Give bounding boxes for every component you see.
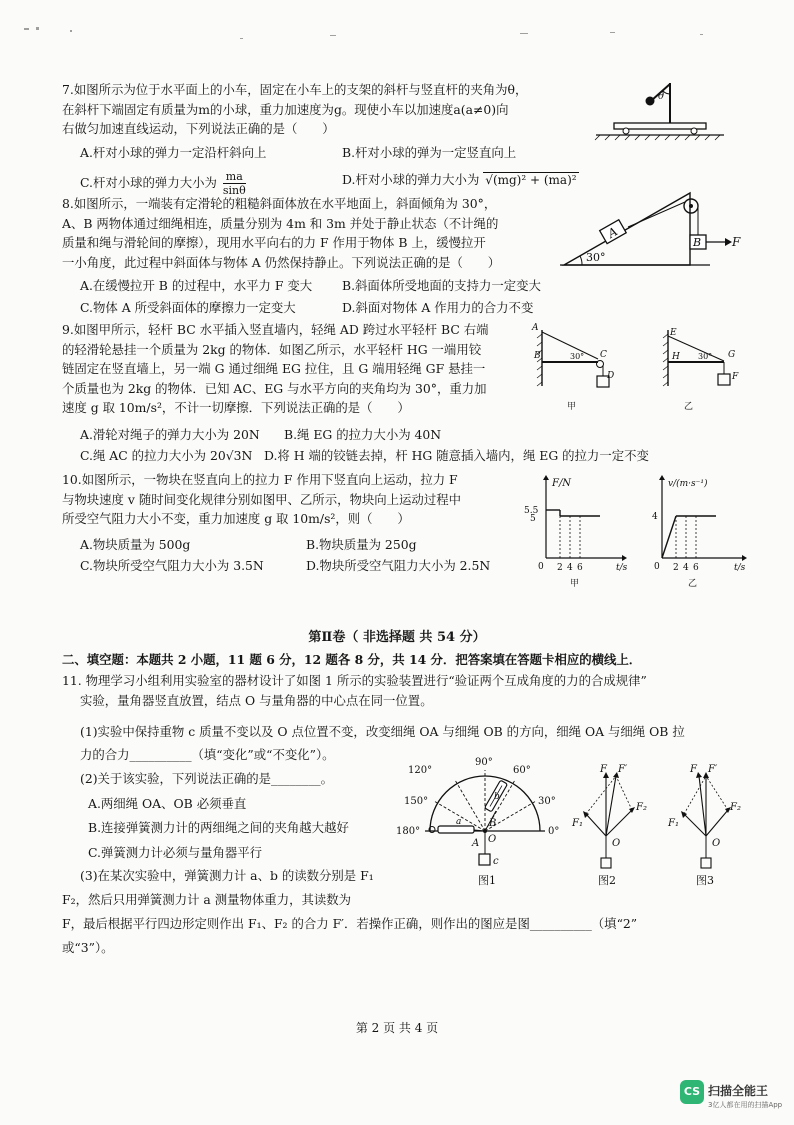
q7-option-d-text: D.杆对小球的弹力大小为 [342, 172, 480, 187]
q10-yi-ylabel: v/(m·s⁻¹) [668, 479, 708, 489]
fig3-f: F [690, 764, 697, 775]
q10-jia-xlabel: t/s [616, 563, 628, 573]
q9-jia-a: A [532, 323, 539, 333]
q7-fraction-denominator: sinθ [222, 184, 246, 197]
q11-figure-1-protractor [396, 756, 570, 891]
q10-yi-xlabel: t/s [734, 563, 746, 573]
fig1-angle-150: 150° [404, 796, 429, 807]
q10-yi-x2: 2 [673, 563, 679, 573]
q11-figure-2 [574, 766, 654, 891]
fig1-angle-0: 0° [548, 826, 560, 837]
q11-part3-line4: 或“3”）。 [62, 940, 114, 955]
scanner-app-name: 扫描全能王 [708, 1084, 769, 1098]
scanner-slogan: 3亿人都在用的扫描App [708, 1101, 783, 1109]
q11-intro-2: 实验，量角器竖直放置，结点 O 与量角器的中心点在同一位置。 [80, 692, 433, 708]
q8-block-b-label: B [693, 236, 702, 249]
q7-option-c [80, 170, 246, 197]
q11-part2-option-a: A.两细绳 OA、OB 必须垂直 [88, 796, 247, 811]
fig3-o: O [712, 838, 721, 849]
q7-option-a: A.杆对小球的弹力一定沿杆斜向上 [80, 145, 267, 160]
fig1-label-A: A [472, 838, 480, 849]
q11-part3-line3: F，最后根据平行四边形定则作出 F₁、F₂ 的合力 F′．若操作正确，则作出的图应是图__________（填“2” [62, 916, 638, 931]
q7-option-d [342, 170, 579, 188]
fig2-f2: F₂ [636, 802, 647, 813]
q9-option-c: C.绳 AC 的拉力大小为 20√3N [80, 448, 253, 463]
scanner-logo-icon: CS [680, 1080, 704, 1104]
fig1-angle-120: 120° [408, 765, 433, 776]
q10-jia-x6: 6 [577, 563, 583, 573]
q11-intro-1: 11. 物理学习小组利用实验室的器材设计了如图 1 所示的实验装置进行“验证两个互成角度的力的合成规律” [62, 673, 647, 688]
q9-jia-d: D [607, 371, 615, 381]
question-9 [62, 320, 730, 418]
fig1-label-a: a [456, 817, 462, 827]
q9-yi-e: E [670, 328, 677, 338]
fig1-angle-30: 30° [538, 796, 556, 807]
fig1-label-O: O [488, 834, 497, 845]
q9-line-5: 速度 g 取 10m/s²，不计一切摩擦．下列说法正确的是（ ） [62, 400, 410, 415]
fig2-caption: 图2 [598, 874, 616, 887]
q8-option-a: A.在缓慢拉开 B 的过程中，水平力 F 变大 [80, 278, 313, 293]
scanner-watermark [680, 1074, 790, 1114]
q9-yi-g: G [728, 350, 736, 360]
q10-jia-x2: 2 [557, 563, 563, 573]
q9-yi-f: F [732, 372, 739, 382]
q10-line-1: 10.如图所示，一物块在竖直向上的拉力 F 作用下竖直向上运动，拉力 F [62, 472, 458, 487]
q9-jia-angle: 30° [570, 352, 585, 361]
q11-part2-option-b: B.连接弹簧测力计的两细绳之间的夹角越大越好 [88, 820, 349, 835]
section-2-heading: 二、填空题：本题共 2 小题，11 题 6 分，12 题各 8 分，共 14 分．把答案填在答题卡相应的横线上． [62, 652, 642, 667]
q10-option-c: C.物块所受空气阻力大小为 3.5N [80, 558, 264, 573]
q10-line-3: 所受空气阻力大小不变，重力加速度 g 取 10m/s²，则（ ） [62, 511, 410, 526]
q10-jia-caption: 甲 [570, 579, 580, 589]
fig1-label-b: b [494, 792, 500, 802]
q8-option-d: D.斜面对物体 A 作用力的合力不变 [342, 300, 534, 315]
fig3-f1: F₁ [668, 818, 679, 829]
q10-jia-y1: 5.5 [524, 506, 539, 516]
fig2-o: O [612, 838, 621, 849]
q10-yi-x4: 4 [683, 563, 689, 573]
q7-fraction-numerator: ma [223, 170, 246, 184]
part-2-title: 第Ⅱ卷（ 非选择题 共 54 分） [308, 630, 486, 645]
q9-jia-caption: 甲 [567, 402, 577, 412]
fig2-f1: F₁ [572, 818, 583, 829]
q9-yi-h: H [672, 352, 680, 362]
q10-jia-x4: 4 [567, 563, 573, 573]
scan-noise [0, 0, 794, 40]
q10-line-2: 与物块速度 v 随时间变化规律分别如图甲、乙所示，物块向上运动过程中 [62, 491, 461, 507]
q11-part2-option-c: C.弹簧测力计必须与量角器平行 [88, 845, 263, 860]
q10-yi-x6: 6 [693, 563, 699, 573]
fig3-caption: 图3 [696, 874, 714, 887]
fig1-label-c: c [493, 856, 499, 867]
q11-part1-line2: 力的合力__________（填“变化”或“不变化”）。 [80, 747, 335, 762]
fig2-fp: F′ [618, 764, 628, 775]
q11-figure-3 [666, 766, 746, 891]
q7-line-3: 右做匀加速直线运动，下列说法正确的是（ ） [62, 121, 335, 136]
q8-block-a-label: A [605, 224, 620, 241]
page-footer: 第 2 页 共 4 页 [355, 1021, 439, 1035]
q9-jia-c: C [600, 350, 607, 360]
q11-part2: (2)关于该实验，下列说法正确的是________。 [80, 771, 333, 786]
q8-figure-incline [560, 190, 740, 270]
q9-figure-jia [532, 323, 624, 416]
q7-figure-cart [592, 80, 727, 140]
q7-option-b: B.杆对小球的弹为一定竖直向上 [342, 145, 517, 160]
q10-graph-yi [646, 474, 756, 589]
q10-yi-origin: 0 [654, 562, 660, 572]
q11-part1-line1: (1)实验中保持重物 c 质量不变以及 O 点位置不变，改变细绳 OA 与细绳 OB 的方向，细绳 OA 与细绳 OB 拉 [80, 724, 685, 739]
q9-yi-angle: 30° [698, 352, 713, 361]
q10-graph-jia [518, 474, 628, 589]
q10-jia-origin: 0 [538, 562, 544, 572]
q8-option-c: C.物体 A 所受斜面体的摩擦力一定变大 [80, 300, 296, 315]
q9-figure-yi [660, 326, 750, 416]
question-10 [62, 470, 730, 529]
q11-part3-line2: F₂，然后只用弹簧测力计 a 测量物体重力，其读数为 [62, 892, 352, 907]
q10-jia-y2: 5 [530, 514, 536, 524]
fig1-label-B: B [489, 818, 497, 829]
q8-line-1: 8.如图所示，一端装有定滑轮的粗糙斜面体放在水平地面上，斜面倾角为 30°， [62, 196, 497, 211]
q8-angle-label: 30° [586, 251, 606, 264]
q7-option-d-formula: √(mg)² + (ma)² [485, 173, 577, 187]
q10-yi-caption: 乙 [688, 579, 698, 589]
q9-line-3: 链固定在竖直墙上，另一端 G 通过细绳 EG 拉住，且 G 端用轻绳 GF 悬挂一 [62, 361, 486, 376]
q8-line-2: A、B 两物体通过细绳相连，质量分别为 4m 和 3m 并处于静止状态（不计绳的 [62, 215, 499, 231]
q7-option-c-text: C.杆对小球的弹力大小为 [80, 175, 217, 190]
q9-line-4: 个质量也为 2kg 的物体．已知 AC、EG 与水平方向的夹角均为 30°，重力加 [62, 380, 487, 396]
q11-part3-line1: (3)在某次实验中，弹簧测力计 a、b 的读数分别是 F₁ [80, 868, 374, 883]
q10-option-d: D.物块所受空气阻力大小为 2.5N [306, 558, 491, 573]
q10-option-b: B.物块质量为 250g [306, 537, 417, 552]
q9-option-a: A.滑轮对绳子的弹力大小为 20N [80, 427, 260, 442]
q9-yi-caption: 乙 [684, 402, 694, 412]
q7-line-2: 在斜杆下端固定有质量为m的小球，重力加速度为g。现使小车以加速度a(a≠0)向 [62, 101, 509, 117]
q8-line-3: 质量和绳与滑轮间的摩擦），现用水平向右的力 F 作用于物体 B 上，缓慢拉开 [62, 235, 486, 250]
question-11 [62, 671, 742, 710]
q8-option-b: B.斜面体所受地面的支持力一定变大 [342, 278, 541, 293]
q9-option-b: B.绳 EG 的拉力大小为 40N [284, 427, 442, 442]
q8-line-4: 一小角度，此过程中斜面体与物体 A 仍然保持静止。下列说法正确的是（ ） [62, 254, 501, 270]
q8-force-f-label: F [732, 235, 741, 249]
q9-jia-b: B [534, 351, 541, 361]
q7-option-c-fraction [223, 170, 246, 197]
fig1-angle-60: 60° [513, 765, 531, 776]
q10-option-a: A.物块质量为 500g [80, 537, 191, 552]
fig1-angle-90: 90° [475, 757, 493, 768]
q7-line-1: 7.如图所示为位于水平面上的小车，固定在小车上的支架的斜杆与竖直杆的夹角为θ， [62, 82, 528, 97]
q9-line-2: 的轻滑轮悬挂一个质量为 2kg 的物体．如图乙所示，水平轻杆 HG 一端用铰 [62, 341, 482, 357]
fig3-f2: F₂ [730, 802, 741, 813]
fig2-f: F [600, 764, 607, 775]
q10-yi-y1: 4 [652, 512, 658, 522]
q10-jia-ylabel: F/N [552, 478, 572, 489]
q9-option-d: D.将 H 端的铰链去掉，杆 HG 随意插入墙内，绳 EG 的拉力一定不变 [264, 448, 649, 463]
fig1-angle-180: 180° [396, 826, 421, 837]
fig1-caption: 图1 [478, 874, 496, 887]
fig3-fp: F′ [708, 764, 718, 775]
q9-line-1: 9.如图甲所示，轻杆 BC 水平插入竖直墙内，轻绳 AD 跨过水平轻杆 BC 右端 [62, 322, 489, 337]
q7-theta-label: θ [658, 91, 665, 102]
